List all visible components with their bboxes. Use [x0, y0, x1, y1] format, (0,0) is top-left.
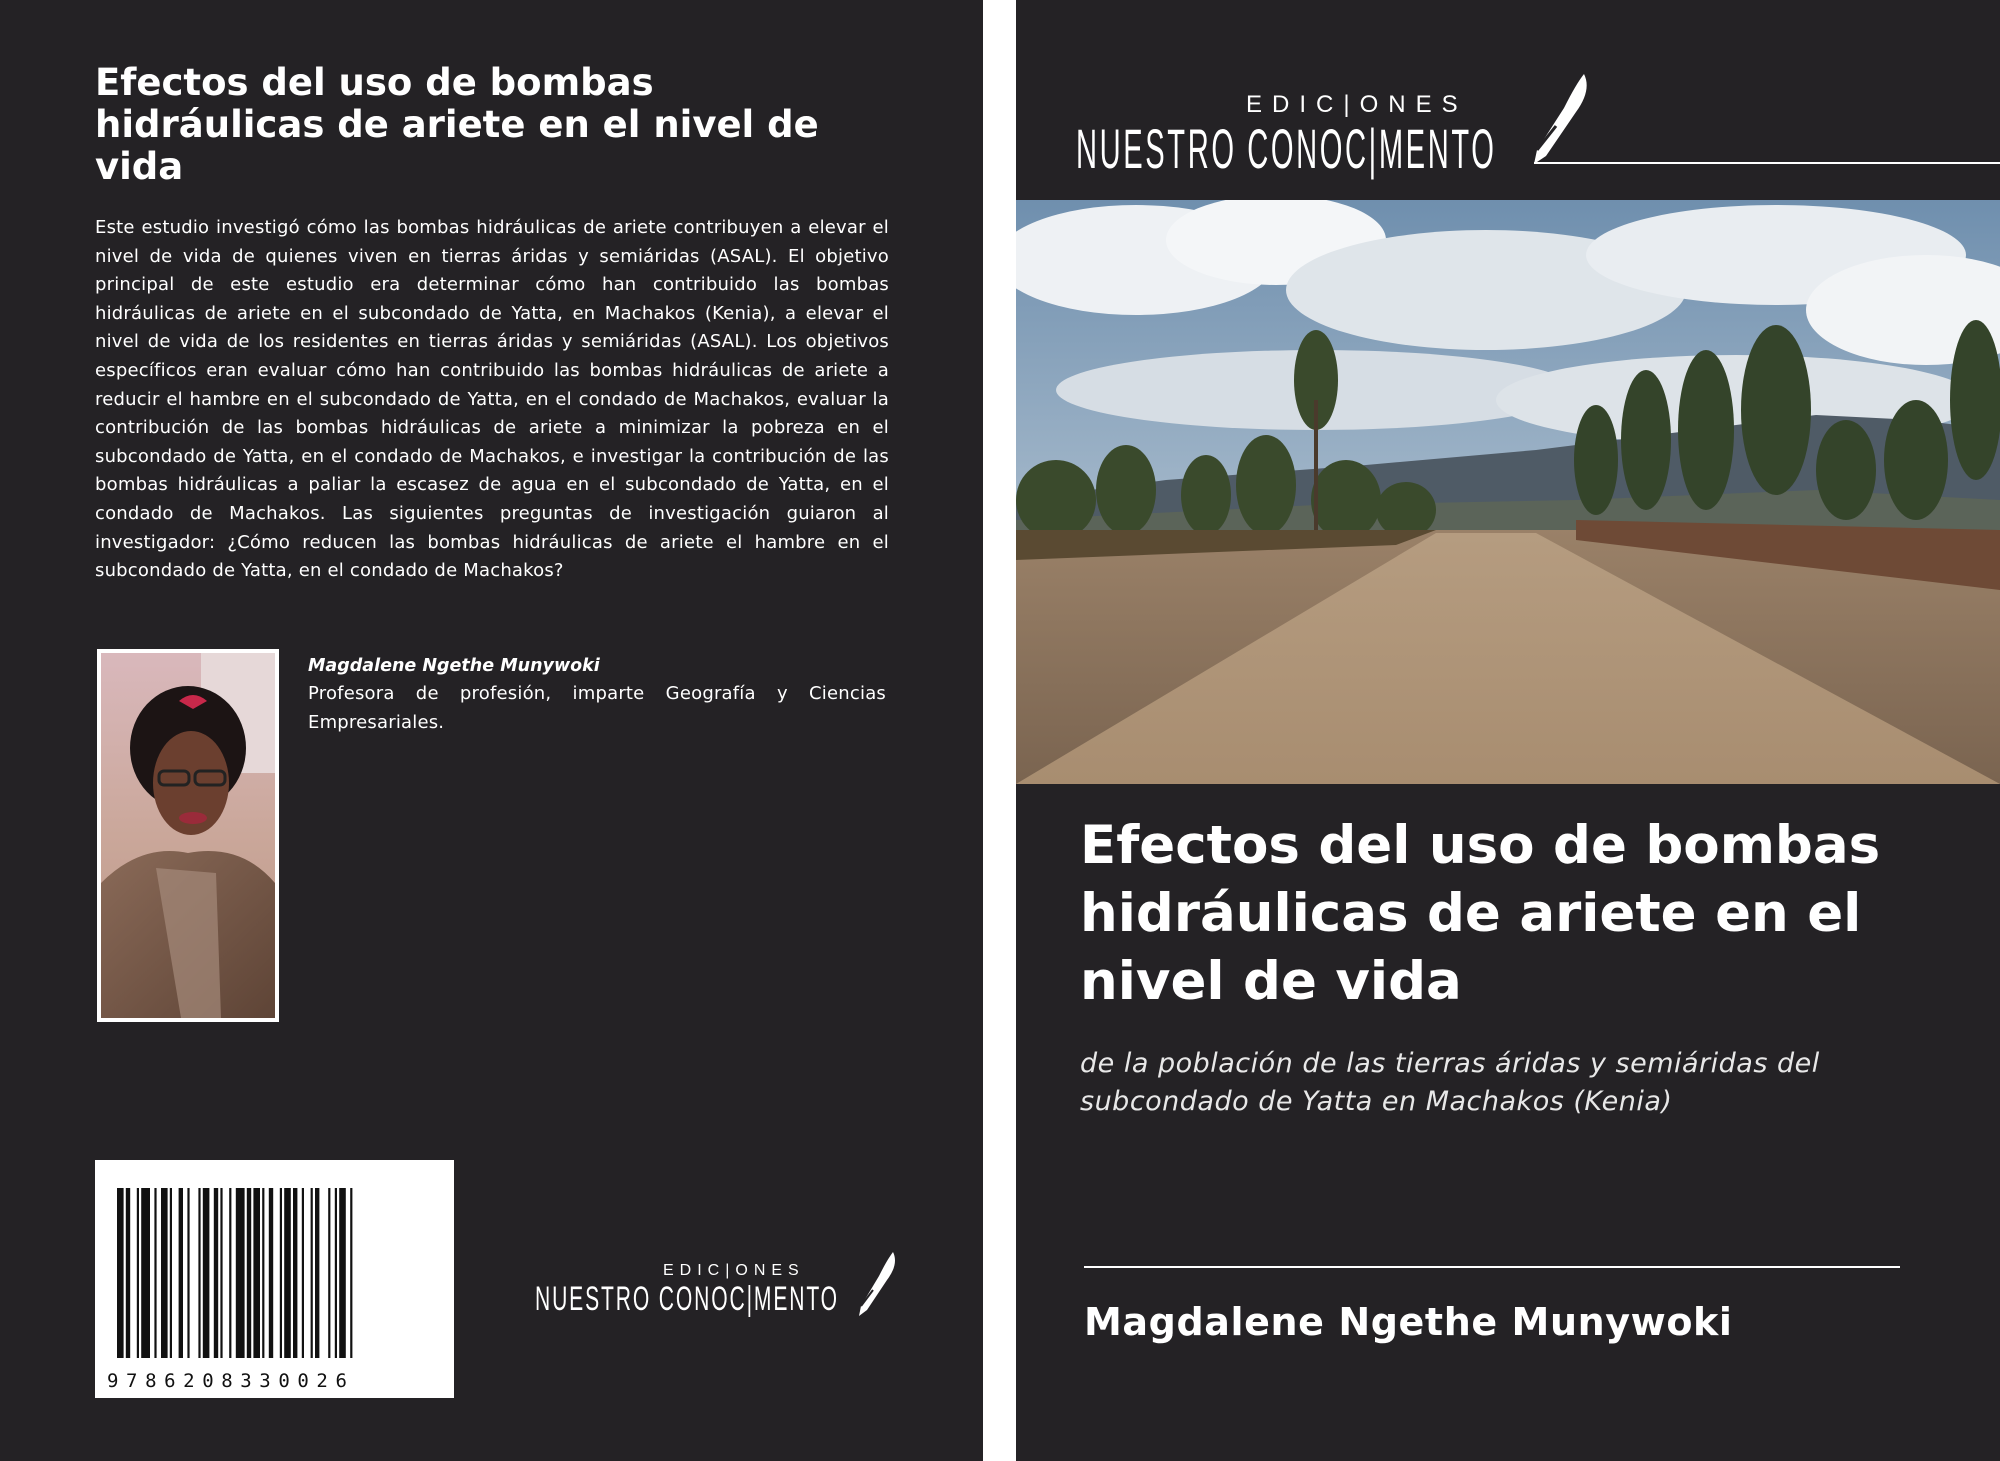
barcode-bar	[262, 1188, 264, 1358]
publisher-logo-front	[1076, 70, 2000, 180]
publisher-logo-line2: NUESTRO CONOC|MENTO	[1076, 117, 1497, 180]
barcode-bar	[117, 1188, 124, 1358]
barcode-bar	[293, 1188, 297, 1358]
barcode-bar	[203, 1188, 210, 1358]
cover-photo	[1016, 200, 2000, 784]
publisher-logo-line1: EDIC|ONES	[663, 1262, 805, 1279]
isbn-barcode	[95, 1160, 454, 1398]
barcode-bar	[161, 1188, 168, 1358]
publisher-logo-rule	[1534, 162, 2000, 164]
barcode-bar	[141, 1188, 150, 1358]
barcode-bar	[154, 1188, 156, 1358]
fountain-pen-nib-icon	[1528, 70, 1590, 166]
author-name: Magdalene Ngethe Munywoki	[308, 656, 600, 676]
front-cover-subtitle: de la población de las tierras áridas y semiáridas del subcondado de Yatta en Machakos (Kenia)	[1080, 1048, 1820, 1117]
barcode-bar	[335, 1188, 337, 1358]
barcode-bar	[187, 1188, 189, 1358]
barcode-bar	[315, 1188, 319, 1358]
author-bio: Profesora de profesión, imparte Geografía y Ciencias Empresariales.	[308, 683, 886, 733]
front-cover	[1016, 0, 2000, 1461]
barcode-bar	[269, 1188, 273, 1358]
publisher-logo-line1: EDIC|ONES	[1246, 91, 1468, 118]
isbn-number: 9786208330026	[107, 1370, 355, 1392]
back-cover-title: Efectos del uso de bombas hidráulicas de ariete en el nivel de vida	[95, 61, 819, 188]
barcode-bar	[198, 1188, 200, 1358]
barcode-bar	[126, 1188, 130, 1358]
barcode-bar	[284, 1188, 291, 1358]
fountain-pen-nib-icon	[853, 1250, 898, 1318]
front-cover-title: Efectos del uso de bombas hidráulicas de ariete en el nivel de vida	[1080, 815, 1881, 1012]
publisher-logo-line2: NUESTRO CONOC|MENTO	[535, 1280, 839, 1318]
barcode-bar	[220, 1188, 222, 1358]
author-photo	[97, 649, 279, 1022]
barcode-bar	[170, 1188, 172, 1358]
barcode-bar	[311, 1188, 313, 1358]
front-cover-divider	[1084, 1266, 1900, 1268]
barcode-bar	[214, 1188, 218, 1358]
barcode-bar	[328, 1188, 330, 1358]
barcode-bar	[280, 1188, 282, 1358]
barcode-bar	[253, 1188, 260, 1358]
barcode-bar	[179, 1188, 183, 1358]
barcode-bar	[350, 1188, 352, 1358]
barcode-bar	[229, 1188, 231, 1358]
back-cover	[0, 0, 983, 1461]
back-cover-description: Este estudio investigó cómo las bombas hidráulicas de ariete contribuyen a elevar el nivel de vida de quienes viven en tierras áridas y semiáridas (ASAL). El objetivo principal de este estudio era determinar cómo han contribuido las bombas hidráulicas de ariete en el subcondado de Yatta, en Machakos (Kenia), a elevar el nivel de vida de los residentes en tierras áridas y semiáridas (ASAL). Los objetivos específicos eran evaluar cómo han contribuido las bombas hidráulicas de ariete a reducir el hambre en el subcondado de Yatta, en el condado de Machakos, evaluar la contribución de las bombas hidráulicas de ariete a minimizar la pobreza en el subcondado de Yatta, en el condado de Machakos, e investigar la contribución de las bombas hidráulicas a paliar la escasez de agua en el subcondado de Yatta, en el condado de Machakos. Las siguientes preguntas de investigación guiaron al investigador: ¿Cómo reducen las bombas hidráulicas de ariete el hambre en el subcondado de Yatta, en el condado de Machakos?	[95, 217, 889, 582]
publisher-logo-back	[535, 1250, 905, 1320]
barcode-bar	[247, 1188, 251, 1358]
front-cover-author: Magdalene Ngethe Munywoki	[1084, 1300, 1733, 1344]
barcode-bar	[137, 1188, 139, 1358]
barcode-bar	[236, 1188, 245, 1358]
barcode-bar	[302, 1188, 304, 1358]
barcode-bar	[339, 1188, 346, 1358]
